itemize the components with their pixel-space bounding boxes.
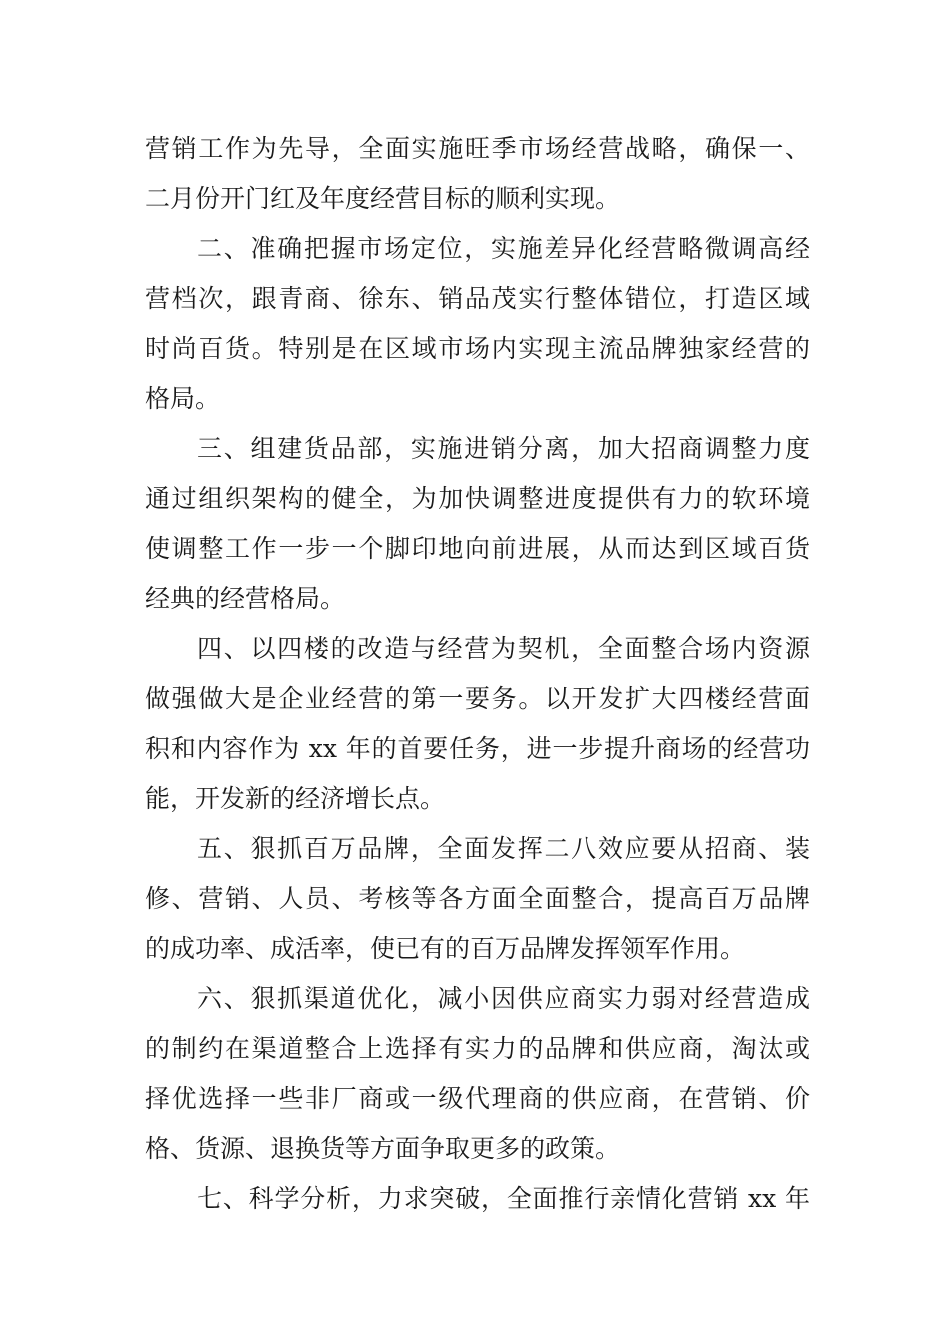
paragraph-first-line: 六、狠抓渠道优化，减小因供应商实力弱对经营造成 bbox=[197, 984, 810, 1013]
text-line: 积和内容作为 xx 年的首要任务，进一步提升商场的经营功 bbox=[145, 734, 810, 763]
text-line: 经典的经营格局。 bbox=[145, 584, 346, 613]
paragraph-first-line: 五、狠抓百万品牌，全面发挥二八效应要从招商、装 bbox=[197, 834, 810, 863]
text-line: 格局。 bbox=[145, 384, 221, 413]
text-line: 营档次，跟青商、徐东、销品茂实行整体错位，打造区域 bbox=[145, 284, 810, 313]
paragraph-first-line: 三、组建货品部，实施进销分离，加大招商调整力度 bbox=[197, 434, 810, 463]
text-line: 的成功率、成活率，使已有的百万品牌发挥领军作用。 bbox=[145, 934, 746, 963]
paragraph-first-line: 四、以四楼的改造与经营为契机，全面整合场内资源 bbox=[197, 634, 810, 663]
paragraph-first-line: 二、准确把握市场定位，实施差异化经营略微调高经 bbox=[197, 234, 810, 263]
text-line: 时尚百货。特别是在区域市场内实现主流品牌独家经营的 bbox=[145, 334, 810, 363]
text-line: 二月份开门红及年度经营目标的顺利实现。 bbox=[145, 184, 621, 213]
text-line: 修、营销、人员、考核等各方面全面整合，提高百万品牌 bbox=[145, 884, 810, 913]
text-line: 格、货源、退换货等方面争取更多的政策。 bbox=[145, 1134, 621, 1163]
text-line: 做强做大是企业经营的第一要务。以开发扩大四楼经营面 bbox=[145, 684, 810, 713]
text-line: 能，开发新的经济增长点。 bbox=[145, 784, 446, 813]
paragraph-first-line: 七、科学分析，力求突破，全面推行亲情化营销 xx 年 bbox=[197, 1184, 810, 1213]
text-line: 择优选择一些非厂商或一级代理商的供应商，在营销、价 bbox=[145, 1084, 810, 1113]
text-line: 使调整工作一步一个脚印地向前进展，从而达到区域百货 bbox=[145, 534, 810, 563]
text-line: 通过组织架构的健全，为加快调整进度提供有力的软环境 bbox=[145, 484, 810, 513]
text-line: 的制约在渠道整合上选择有实力的品牌和供应商，淘汰或 bbox=[145, 1034, 810, 1063]
text-line: 营销工作为先导，全面实施旺季市场经营战略，确保一、 bbox=[145, 134, 810, 163]
